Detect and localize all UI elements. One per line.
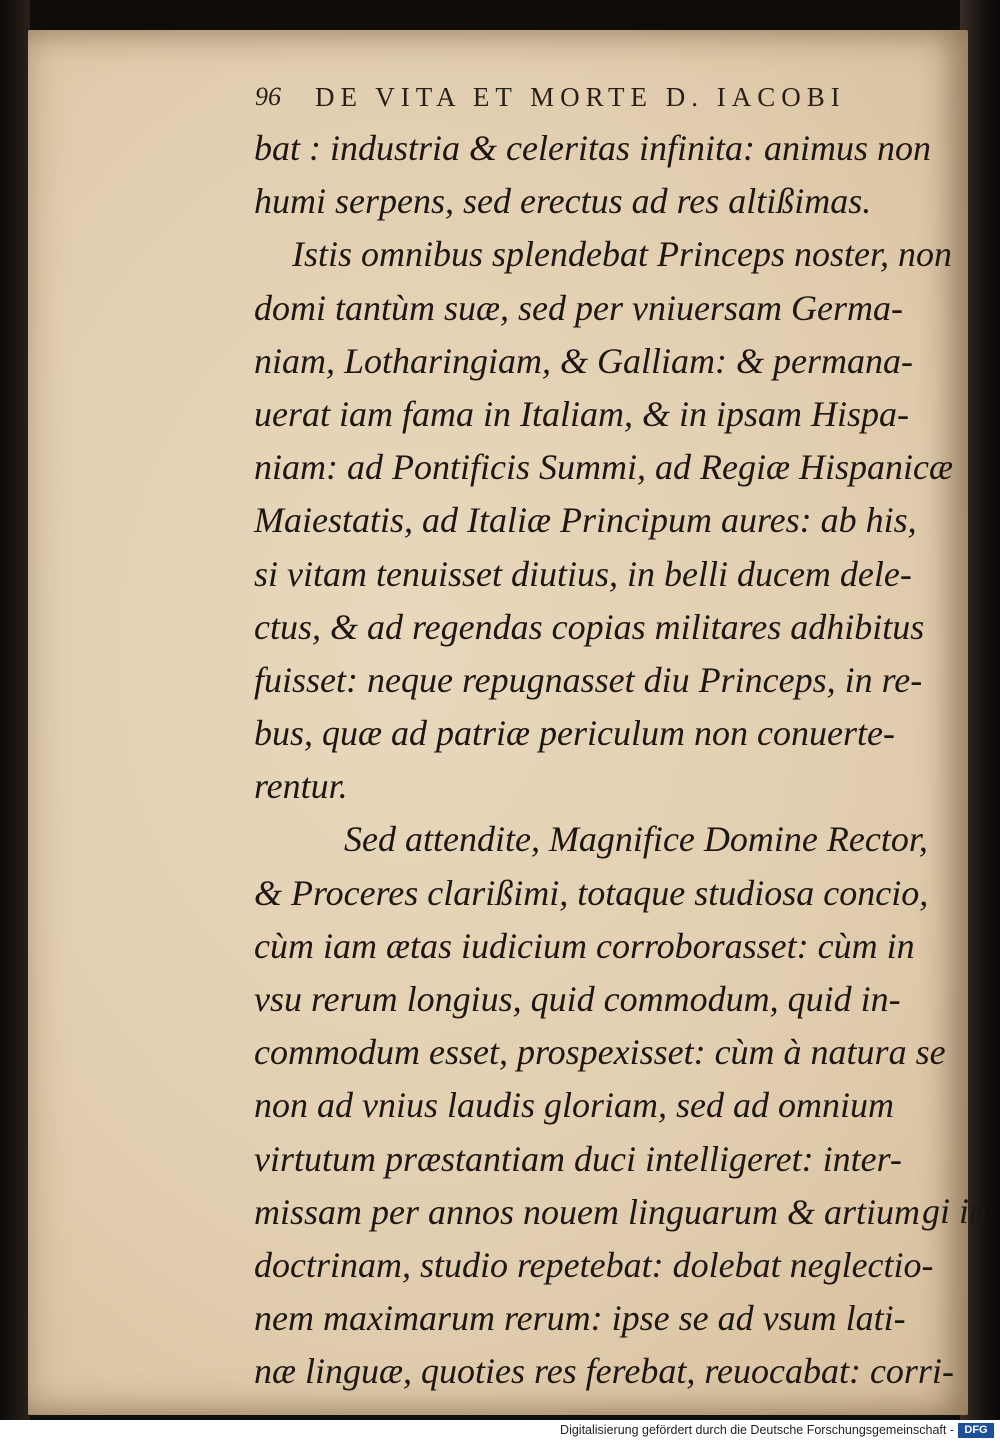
- text-line: uerat iam fama in Italiam, & in ipsam Hispa-: [254, 393, 909, 434]
- text-line: niam, Lotharingiam, & Galliam: & permana-: [254, 340, 914, 381]
- text-line: missam per annos nouem linguarum & artium: [254, 1191, 921, 1232]
- running-title: DE VITA ET MORTE D. IACOBI: [315, 82, 846, 112]
- text-line: commodum esset, prospexisset: cùm à natura se: [254, 1032, 946, 1073]
- text-line: humi serpens, sed erectus ad res altißimas.: [254, 181, 872, 222]
- text-line: Sed attendite, Magnifice Domine Rector,: [344, 819, 928, 860]
- text-line: vsu rerum longius, quid commodum, quid in-: [254, 979, 901, 1019]
- body-text: [254, 122, 974, 1399]
- text-line: domi tantùm suæ, sed per vniuersam Germa-: [254, 287, 903, 328]
- text-line: niam: ad Pontificis Summi, ad Regiæ Hispanicæ: [254, 447, 953, 488]
- book-edge-left: [0, 0, 30, 1420]
- text-line: nem maximarum rerum: ipse se ad vsum lati-: [254, 1298, 906, 1339]
- text-line: bat : industria & celeritas infinita: animus non: [254, 128, 931, 168]
- text-line: virtutum præstantiam duci intelligeret: inter-: [254, 1138, 902, 1179]
- text-line: cùm iam ætas iudicium corroborasset: cùm in: [254, 925, 915, 966]
- footer-bar: [0, 1420, 1000, 1442]
- text-line: doctrinam, studio repetebat: dolebat neglectio-: [254, 1244, 934, 1285]
- text-line: & Proceres clarißimi, totaque studiosa concio,: [254, 872, 929, 913]
- text-line: non ad vnius laudis gloriam, sed ad omnium: [254, 1085, 895, 1126]
- page-number: 96: [255, 82, 281, 111]
- text-line: Maiestatis, ad Italiæ Principum aures: ab his,: [254, 500, 917, 541]
- text-line: Istis omnibus splendebat Princeps noster, non: [292, 234, 952, 275]
- dfg-logo: DFG: [958, 1423, 994, 1438]
- footer-credit: Digitalisierung gefördert durch die Deutsche Forschungsgemeinschaft -: [560, 1423, 954, 1437]
- text-line: næ linguæ, quoties res ferebat, reuocabat: corri-: [254, 1351, 954, 1392]
- text-line: bus, quæ ad patriæ periculum non conuerte-: [254, 713, 895, 754]
- text-line: rentur.: [254, 766, 348, 807]
- page-header: [255, 82, 895, 120]
- catchword: gi in: [922, 1191, 988, 1231]
- text-line: ctus, & ad regendas copias militares adhibitus: [254, 606, 925, 647]
- text-line: fuisset: neque repugnasset diu Princeps, in re-: [254, 659, 923, 700]
- text-line: si vitam tenuisset diutius, in belli ducem dele-: [254, 553, 912, 594]
